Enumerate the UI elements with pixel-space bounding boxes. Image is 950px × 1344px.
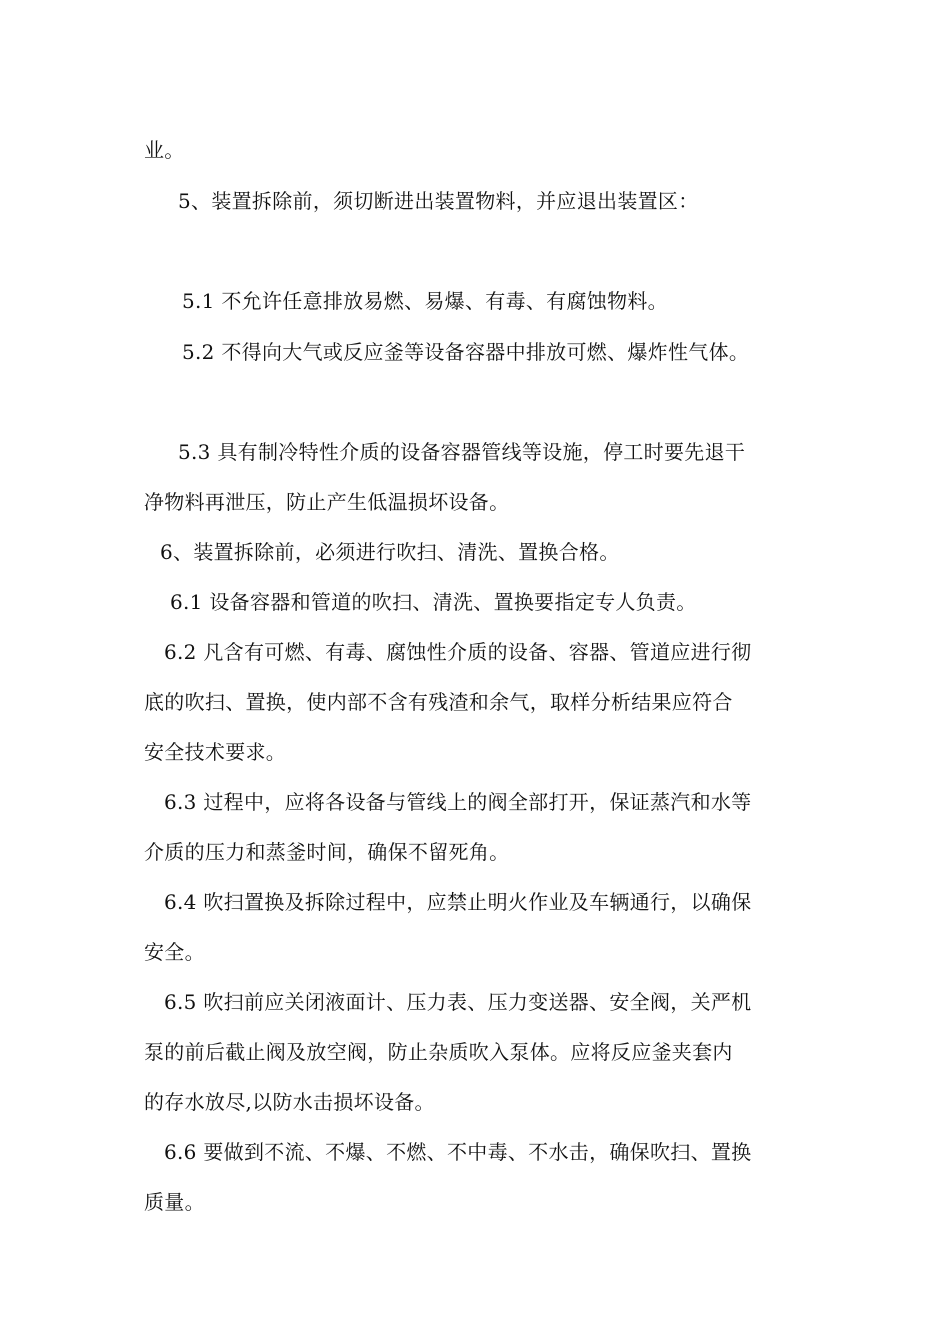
item-6-6-line-1: 6.6 要做到不流、不爆、不燃、不中毒、不水击，确保吹扫、置换 bbox=[164, 1140, 752, 1164]
section-5-heading: 5、装置拆除前，须切断进出装置物料，并应退出装置区： bbox=[178, 189, 699, 213]
item-6-4-line-1: 6.4 吹扫置换及拆除过程中，应禁止明火作业及车辆通行，以确保 bbox=[164, 890, 752, 914]
item-5-3-line-2: 净物料再泄压，防止产生低温损坏设备。 bbox=[144, 490, 510, 514]
item-5-3-line-1: 5.3 具有制冷特性介质的设备容器管线等设施，停工时要先退干 bbox=[178, 440, 746, 464]
item-6-5-line-3: 的存水放尽,以防水击损坏设备。 bbox=[144, 1090, 435, 1114]
item-5-1: 5.1 不允许任意排放易燃、易爆、有毒、有腐蚀物料。 bbox=[182, 289, 668, 313]
item-6-2-line-2: 底的吹扫、置换，使内部不含有残渣和余气，取样分析结果应符合 bbox=[144, 690, 733, 714]
item-6-3-line-1: 6.3 过程中，应将各设备与管线上的阀全部打开，保证蒸汽和水等 bbox=[164, 790, 752, 814]
item-6-6-line-2: 质量。 bbox=[144, 1190, 205, 1214]
text-line-continuation: 业。 bbox=[144, 138, 185, 162]
item-6-5-line-1: 6.5 吹扫前应关闭液面计、压力表、压力变送器、安全阀，关严机 bbox=[164, 990, 752, 1014]
section-6-heading: 6、装置拆除前，必须进行吹扫、清洗、置换合格。 bbox=[160, 540, 620, 564]
item-6-2-line-1: 6.2 凡含有可燃、有毒、腐蚀性介质的设备、容器、管道应进行彻 bbox=[164, 640, 752, 664]
item-6-4-line-2: 安全。 bbox=[144, 940, 205, 964]
item-6-2-line-3: 安全技术要求。 bbox=[144, 740, 287, 764]
item-5-2: 5.2 不得向大气或反应釜等设备容器中排放可燃、爆炸性气体。 bbox=[182, 340, 750, 364]
item-6-3-line-2: 介质的压力和蒸釜时间，确保不留死角。 bbox=[144, 840, 510, 864]
item-6-1: 6.1 设备容器和管道的吹扫、清洗、置换要指定专人负责。 bbox=[170, 590, 697, 614]
item-6-5-line-2: 泵的前后截止阀及放空阀，防止杂质吹入泵体。应将反应釜夹套内 bbox=[144, 1040, 733, 1064]
